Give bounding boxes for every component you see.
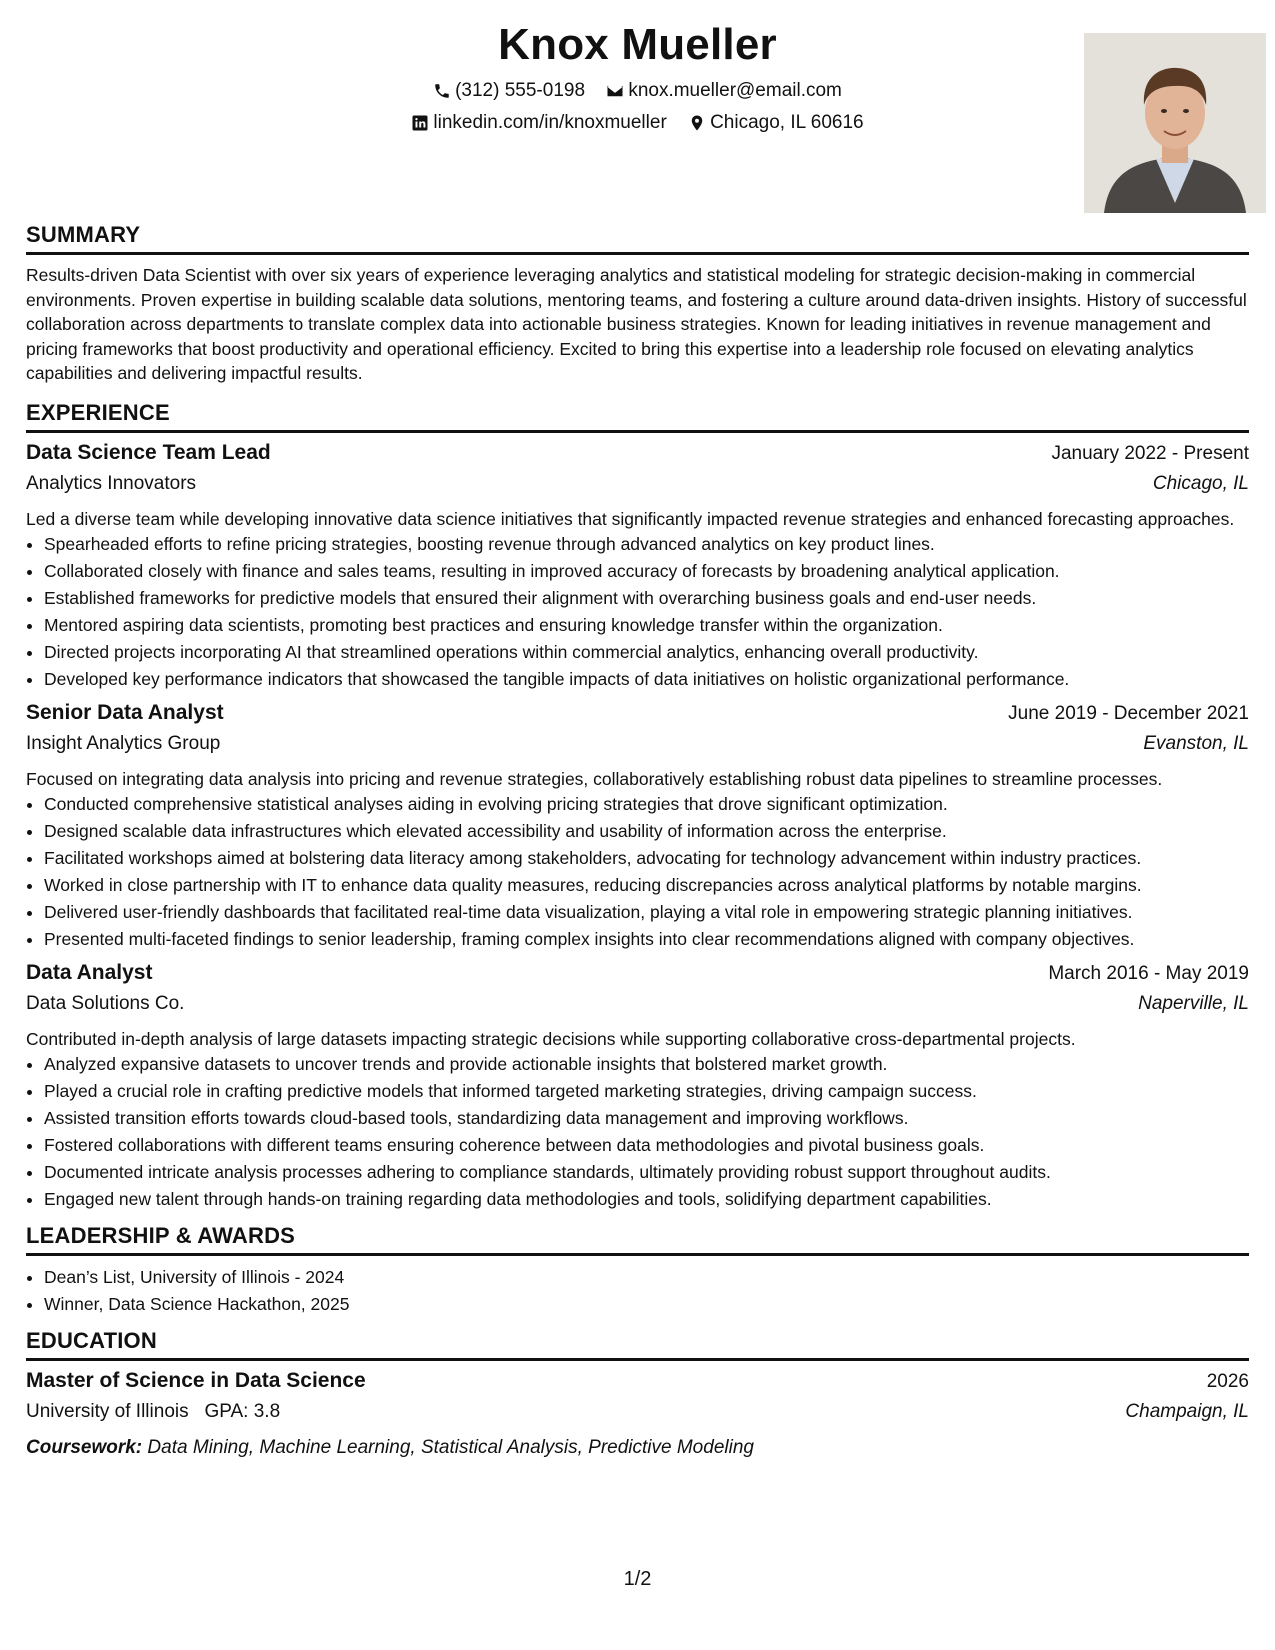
education-heading: EDUCATION bbox=[26, 1328, 1249, 1361]
job-company: Data Solutions Co. bbox=[26, 992, 185, 1014]
profile-photo bbox=[1084, 33, 1266, 213]
resume-page bbox=[26, 0, 1249, 1459]
list-item: • Collaborated closely with finance and sales teams, resulting in improved accuracy of forecasts by broadening analytical application. bbox=[44, 558, 1249, 585]
list-item: • Delivered user-friendly dashboards that facilitated real-time data visualization, playing a vital role in empowering strategic planning initiatives. bbox=[44, 899, 1249, 926]
list-item: • Documented intricate analysis processes adhering to compliance standards, ultimately providing robust support throughout audits. bbox=[44, 1159, 1249, 1186]
list-item: • Designed scalable data infrastructures which elevated accessibility and usability of information across the enterprise. bbox=[44, 818, 1249, 845]
job-company: Insight Analytics Group bbox=[26, 732, 221, 754]
awards-list bbox=[26, 1264, 1249, 1318]
list-item: • Assisted transition efforts towards cloud-based tools, standardizing data management and improving workflows. bbox=[44, 1105, 1249, 1132]
experience-section bbox=[26, 400, 1249, 1213]
list-item: • Worked in close partnership with IT to enhance data quality measures, reducing discrepancies across analytical platforms by notable margins. bbox=[44, 872, 1249, 899]
school-info bbox=[26, 1401, 280, 1423]
contact-line-2 bbox=[26, 112, 1249, 138]
list-item: • Winner, Data Science Hackathon, 2025 bbox=[44, 1291, 1249, 1318]
list-item: • Dean’s List, University of Illinois - 2024 bbox=[44, 1264, 1249, 1291]
school-name: University of Illinois bbox=[26, 1400, 189, 1422]
phone-contact bbox=[433, 80, 585, 102]
job-bullets bbox=[26, 531, 1249, 693]
job-description: Contributed in-depth analysis of large datasets impacting strategic decisions while supporting collaborative cross-departmental projects. bbox=[26, 1028, 1076, 1049]
candidate-name: Knox Mueller bbox=[498, 20, 777, 69]
job-dates: March 2016 - May 2019 bbox=[1048, 962, 1249, 984]
job-company: Analytics Innovators bbox=[26, 472, 197, 494]
list-item: • Engaged new talent through hands-on training regarding data methodologies and tools, solidifying department capabilities. bbox=[44, 1186, 1249, 1213]
education-section bbox=[26, 1328, 1249, 1459]
summary-heading: SUMMARY bbox=[26, 222, 1249, 255]
profile-photo-image bbox=[1084, 33, 1266, 213]
job-dates: June 2019 - December 2021 bbox=[1008, 702, 1249, 724]
page-number: 1/2 bbox=[623, 1568, 652, 1590]
experience-heading: EXPERIENCE bbox=[26, 400, 1249, 433]
job-location: Evanston, IL bbox=[1143, 732, 1249, 754]
phone-text: (312) 555-0198 bbox=[455, 80, 586, 101]
job-description: Focused on integrating data analysis into pricing and revenue strategies, collaboratively establishing robust data pipelines to streamline processes. bbox=[26, 768, 1163, 789]
list-item: • Developed key performance indicators that showcased the tangible impacts of data initiatives on holistic organizational performance. bbox=[44, 666, 1249, 693]
contact-line-1 bbox=[26, 80, 1249, 106]
list-item: • Analyzed expansive datasets to uncover trends and provide actionable insights that bolstered market growth. bbox=[44, 1051, 1249, 1078]
awards-heading: LEADERSHIP & AWARDS bbox=[26, 1223, 1249, 1256]
job-description: Led a diverse team while developing innovative data science initiatives that significantly impacted revenue strategies and enhanced forecasting approaches. bbox=[26, 508, 1235, 529]
summary-section bbox=[26, 222, 1249, 386]
graduation-year: 2026 bbox=[1206, 1370, 1249, 1392]
email-text: knox.mueller@email.com bbox=[628, 80, 842, 101]
school-location: Champaign, IL bbox=[1125, 1400, 1249, 1422]
coursework bbox=[26, 1437, 1249, 1459]
job-title: Senior Data Analyst bbox=[26, 700, 224, 724]
list-item: • Spearheaded efforts to refine pricing strategies, boosting revenue through advanced analytics on key product lines. bbox=[44, 531, 1249, 558]
linkedin-text: linkedin.com/in/knoxmueller bbox=[433, 112, 667, 133]
resume-header bbox=[26, 0, 1249, 222]
list-item: • Directed projects incorporating AI that streamlined operations within commercial analytics, enhancing overall productivity. bbox=[44, 639, 1249, 666]
list-item: • Played a crucial role in crafting predictive models that informed targeted marketing strategies, driving campaign success. bbox=[44, 1078, 1249, 1105]
coursework-list: Data Mining, Machine Learning, Statistical Analysis, Predictive Modeling bbox=[147, 1436, 754, 1458]
degree-title: Master of Science in Data Science bbox=[26, 1368, 366, 1392]
coursework-label: Coursework: bbox=[26, 1436, 143, 1458]
list-item: • Facilitated workshops aimed at bolstering data literacy among stakeholders, advocating for technology advancement within industry practices. bbox=[44, 845, 1249, 872]
location-contact bbox=[688, 112, 864, 134]
list-item: • Mentored aspiring data scientists, promoting best practices and ensuring knowledge transfer within the organization. bbox=[44, 612, 1249, 639]
job-location: Chicago, IL bbox=[1152, 472, 1249, 494]
email-contact[interactable] bbox=[606, 80, 842, 102]
list-item: • Conducted comprehensive statistical analyses aiding in evolving pricing strategies that drove significant optimization. bbox=[44, 791, 1249, 818]
list-item: • Presented multi-faceted findings to senior leadership, framing complex insights into clear recommendations aligned with company objectives. bbox=[44, 926, 1249, 953]
summary-text: Results-driven Data Scientist with over six years of experience leveraging analytics and statistical modeling for strategic decision-making in commercial environments. Proven expertise in building scalable data solutions, mentoring teams, and fostering a culture around data-driven insights. History of successful collaboration across departments to translate complex data into actionable business strategies. Known for leading initiatives in revenue management and pricing frameworks that boost productivity and operational efficiency. Excited to bring this expertise into a leadership role focused on elevating analytics capabilities and delivering impactful results. bbox=[26, 265, 1247, 383]
phone-icon bbox=[433, 82, 451, 100]
job-location: Naperville, IL bbox=[1138, 992, 1249, 1014]
gpa: GPA: 3.8 bbox=[204, 1400, 281, 1422]
location-pin-icon bbox=[688, 114, 706, 132]
awards-section bbox=[26, 1223, 1249, 1318]
location-text: Chicago, IL 60616 bbox=[710, 112, 864, 133]
list-item: • Fostered collaborations with different teams ensuring coherence between data methodologies and pivotal business goals. bbox=[44, 1132, 1249, 1159]
job-title: Data Science Team Lead bbox=[26, 440, 271, 464]
list-item: • Established frameworks for predictive models that ensured their alignment with overarching business goals and end-user needs. bbox=[44, 585, 1249, 612]
job-bullets bbox=[26, 1051, 1249, 1213]
job-title: Data Analyst bbox=[26, 960, 153, 984]
job-dates: January 2022 - Present bbox=[1051, 442, 1249, 464]
linkedin-contact[interactable] bbox=[411, 112, 666, 134]
job-entry bbox=[26, 441, 1249, 693]
education-entry bbox=[26, 1369, 1249, 1459]
job-bullets bbox=[26, 791, 1249, 953]
email-icon bbox=[606, 82, 624, 100]
job-entry bbox=[26, 961, 1249, 1213]
linkedin-icon bbox=[411, 114, 429, 132]
job-entry bbox=[26, 701, 1249, 953]
